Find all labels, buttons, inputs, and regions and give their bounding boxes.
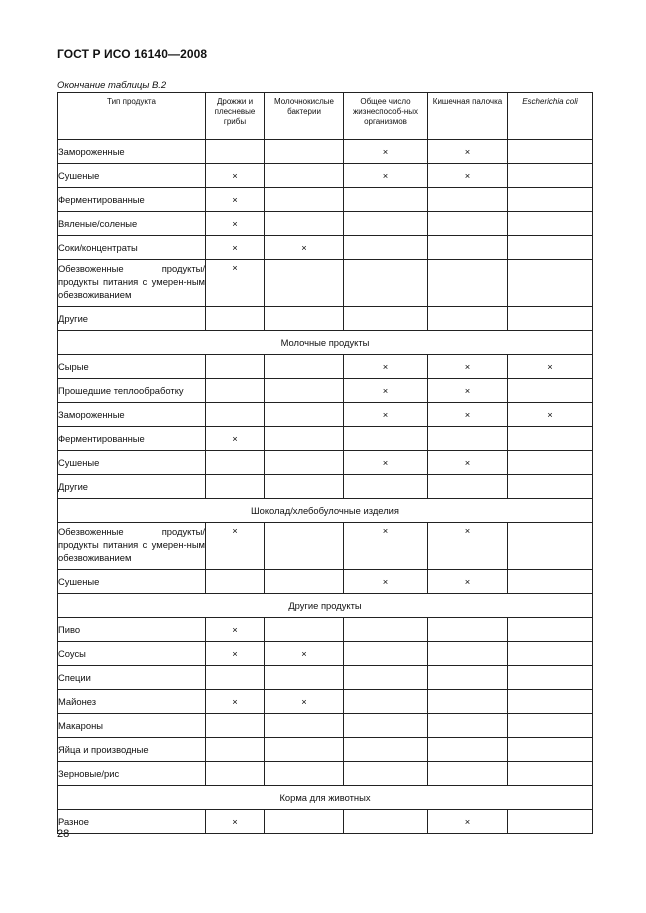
table-row — [58, 618, 593, 642]
mark-cell: × — [206, 236, 265, 260]
column-header-label: Escherichia coli — [522, 97, 578, 106]
mark-cell — [428, 307, 508, 331]
table-row — [58, 355, 593, 379]
mark-cell — [344, 427, 428, 451]
mark-cell — [265, 212, 344, 236]
mark-cell: × — [206, 212, 265, 236]
mark-cell — [344, 212, 428, 236]
column-header-total-viable-count — [344, 93, 428, 140]
product-type-cell: Соки/концентраты — [58, 236, 206, 260]
mark-cell — [265, 810, 344, 834]
mark-cell — [206, 762, 265, 786]
column-header-label: Молочнокислые бактерии — [274, 97, 334, 116]
product-type-cell: Яйца и производные — [58, 738, 206, 762]
mark-cell: × — [428, 451, 508, 475]
table-header-row — [58, 93, 593, 140]
mark-cell — [428, 666, 508, 690]
table-row — [58, 523, 593, 570]
table-row — [58, 666, 593, 690]
table-row — [58, 690, 593, 714]
mark-cell: × — [508, 355, 593, 379]
mark-cell — [428, 738, 508, 762]
column-header-label: Дрожжи и плесневые грибы — [214, 97, 256, 126]
mark-cell — [265, 379, 344, 403]
mark-cell — [508, 164, 593, 188]
table-row — [58, 379, 593, 403]
table-row — [58, 810, 593, 834]
mark-cell — [344, 236, 428, 260]
product-type-cell: Соусы — [58, 642, 206, 666]
mark-cell — [206, 666, 265, 690]
mark-cell: × — [265, 690, 344, 714]
mark-cell — [508, 570, 593, 594]
mark-cell: × — [206, 690, 265, 714]
mark-cell — [206, 379, 265, 403]
column-header-e-coli — [508, 93, 593, 140]
section-heading: Корма для животных — [58, 786, 593, 810]
mark-cell: × — [344, 379, 428, 403]
mark-cell: × — [428, 523, 508, 570]
mark-cell: × — [344, 451, 428, 475]
table-row — [58, 307, 593, 331]
mark-cell — [265, 738, 344, 762]
product-type-cell: Вяленые/соленые — [58, 212, 206, 236]
mark-cell — [344, 188, 428, 212]
mark-cell: × — [206, 164, 265, 188]
mark-cell — [344, 738, 428, 762]
column-header-yeast-mold — [206, 93, 265, 140]
mark-cell — [265, 164, 344, 188]
table-row — [58, 236, 593, 260]
mark-cell: × — [428, 379, 508, 403]
mark-cell — [206, 307, 265, 331]
table-caption: Окончание таблицы В.2 — [57, 80, 167, 91]
mark-cell — [265, 451, 344, 475]
mark-cell — [265, 523, 344, 570]
mark-cell — [428, 212, 508, 236]
section-heading: Молочные продукты — [58, 331, 593, 355]
mark-cell — [344, 475, 428, 499]
table-row — [58, 451, 593, 475]
product-type-cell: Обезвоженные продукты/ продукты питания с умерен-ным обезвоживанием — [58, 523, 206, 570]
product-type-cell: Ферментированные — [58, 188, 206, 212]
product-type-cell: Специи — [58, 666, 206, 690]
product-type-cell: Майонез — [58, 690, 206, 714]
mark-cell — [344, 714, 428, 738]
table-row — [58, 260, 593, 307]
mark-cell — [265, 666, 344, 690]
column-header-label: Тип продукта — [107, 97, 156, 106]
mark-cell — [344, 762, 428, 786]
product-type-cell: Пиво — [58, 618, 206, 642]
mark-cell — [344, 810, 428, 834]
mark-cell — [265, 475, 344, 499]
mark-cell: × — [344, 570, 428, 594]
mark-cell — [508, 523, 593, 570]
mark-cell — [508, 738, 593, 762]
mark-cell: × — [344, 355, 428, 379]
table-row — [58, 188, 593, 212]
mark-cell: × — [428, 403, 508, 427]
table-row — [58, 570, 593, 594]
mark-cell — [428, 762, 508, 786]
mark-cell: × — [206, 618, 265, 642]
mark-cell — [265, 260, 344, 307]
mark-cell — [265, 570, 344, 594]
mark-cell: × — [428, 140, 508, 164]
table-row — [58, 738, 593, 762]
table-row — [58, 475, 593, 499]
product-type-cell: Прошедшие теплообработку — [58, 379, 206, 403]
mark-cell — [508, 618, 593, 642]
mark-cell — [265, 188, 344, 212]
section-row — [58, 594, 593, 618]
mark-cell — [344, 307, 428, 331]
mark-cell — [428, 475, 508, 499]
column-header-label: Кишечная палочка — [432, 97, 503, 106]
mark-cell: × — [265, 642, 344, 666]
mark-cell: × — [428, 570, 508, 594]
product-type-cell: Замороженные — [58, 403, 206, 427]
table-row — [58, 427, 593, 451]
mark-cell: × — [206, 642, 265, 666]
mark-cell — [428, 618, 508, 642]
mark-cell — [508, 475, 593, 499]
mark-cell: × — [206, 523, 265, 570]
column-header-product-type — [58, 93, 206, 140]
table-row — [58, 714, 593, 738]
product-type-cell: Сушеные — [58, 570, 206, 594]
table-row — [58, 762, 593, 786]
table-body — [58, 140, 593, 834]
column-header-label: Общее число жизнеспособ-ных организмов — [352, 97, 419, 126]
section-row — [58, 331, 593, 355]
mark-cell — [265, 427, 344, 451]
microorganism-table — [57, 92, 593, 834]
mark-cell — [508, 212, 593, 236]
product-type-cell: Разное — [58, 810, 206, 834]
product-type-cell: Другие — [58, 475, 206, 499]
product-type-cell: Сушеные — [58, 164, 206, 188]
mark-cell: × — [344, 164, 428, 188]
mark-cell — [206, 451, 265, 475]
mark-cell — [265, 714, 344, 738]
mark-cell: × — [344, 523, 428, 570]
column-header-lactic-bacteria — [265, 93, 344, 140]
product-type-cell: Ферментированные — [58, 427, 206, 451]
mark-cell — [508, 714, 593, 738]
mark-cell — [428, 260, 508, 307]
mark-cell — [508, 451, 593, 475]
mark-cell — [344, 260, 428, 307]
table-row — [58, 164, 593, 188]
table-row — [58, 140, 593, 164]
product-type-cell: Макароны — [58, 714, 206, 738]
mark-cell — [508, 762, 593, 786]
mark-cell: × — [265, 236, 344, 260]
product-type-cell: Сушеные — [58, 451, 206, 475]
mark-cell — [508, 690, 593, 714]
mark-cell — [508, 307, 593, 331]
mark-cell — [508, 379, 593, 403]
mark-cell — [206, 355, 265, 379]
mark-cell: × — [428, 355, 508, 379]
product-type-cell: Другие — [58, 307, 206, 331]
mark-cell — [428, 188, 508, 212]
mark-cell: × — [206, 810, 265, 834]
section-row — [58, 786, 593, 810]
mark-cell — [428, 427, 508, 451]
section-row — [58, 499, 593, 523]
page-number: 28 — [57, 828, 70, 840]
mark-cell — [206, 475, 265, 499]
section-heading: Шоколад/хлебобулочные изделия — [58, 499, 593, 523]
mark-cell — [206, 570, 265, 594]
product-type-cell: Зерновые/рис — [58, 762, 206, 786]
mark-cell — [508, 810, 593, 834]
mark-cell — [265, 355, 344, 379]
mark-cell — [265, 762, 344, 786]
mark-cell — [428, 642, 508, 666]
column-header-coliform — [428, 93, 508, 140]
mark-cell — [508, 666, 593, 690]
mark-cell — [508, 427, 593, 451]
mark-cell: × — [344, 140, 428, 164]
mark-cell — [265, 403, 344, 427]
mark-cell — [206, 738, 265, 762]
mark-cell — [265, 307, 344, 331]
mark-cell — [428, 690, 508, 714]
mark-cell — [344, 642, 428, 666]
mark-cell — [206, 140, 265, 164]
mark-cell — [344, 690, 428, 714]
mark-cell — [508, 236, 593, 260]
mark-cell — [206, 403, 265, 427]
mark-cell — [508, 140, 593, 164]
mark-cell — [344, 666, 428, 690]
section-heading: Другие продукты — [58, 594, 593, 618]
table-row — [58, 212, 593, 236]
mark-cell — [508, 188, 593, 212]
mark-cell — [508, 260, 593, 307]
mark-cell — [344, 618, 428, 642]
mark-cell — [508, 642, 593, 666]
mark-cell — [206, 714, 265, 738]
table-row — [58, 403, 593, 427]
mark-cell: × — [206, 188, 265, 212]
mark-cell — [265, 618, 344, 642]
product-type-cell: Сырые — [58, 355, 206, 379]
mark-cell: × — [344, 403, 428, 427]
table-row — [58, 642, 593, 666]
mark-cell — [265, 140, 344, 164]
document-title: ГОСТ Р ИСО 16140—2008 — [57, 47, 208, 61]
mark-cell: × — [206, 427, 265, 451]
mark-cell — [428, 236, 508, 260]
mark-cell — [428, 714, 508, 738]
product-type-cell: Замороженные — [58, 140, 206, 164]
mark-cell: × — [508, 403, 593, 427]
mark-cell: × — [206, 260, 265, 307]
mark-cell: × — [428, 164, 508, 188]
product-type-cell: Обезвоженные продукты/ продукты питания с умерен-ным обезвоживанием — [58, 260, 206, 307]
mark-cell: × — [428, 810, 508, 834]
